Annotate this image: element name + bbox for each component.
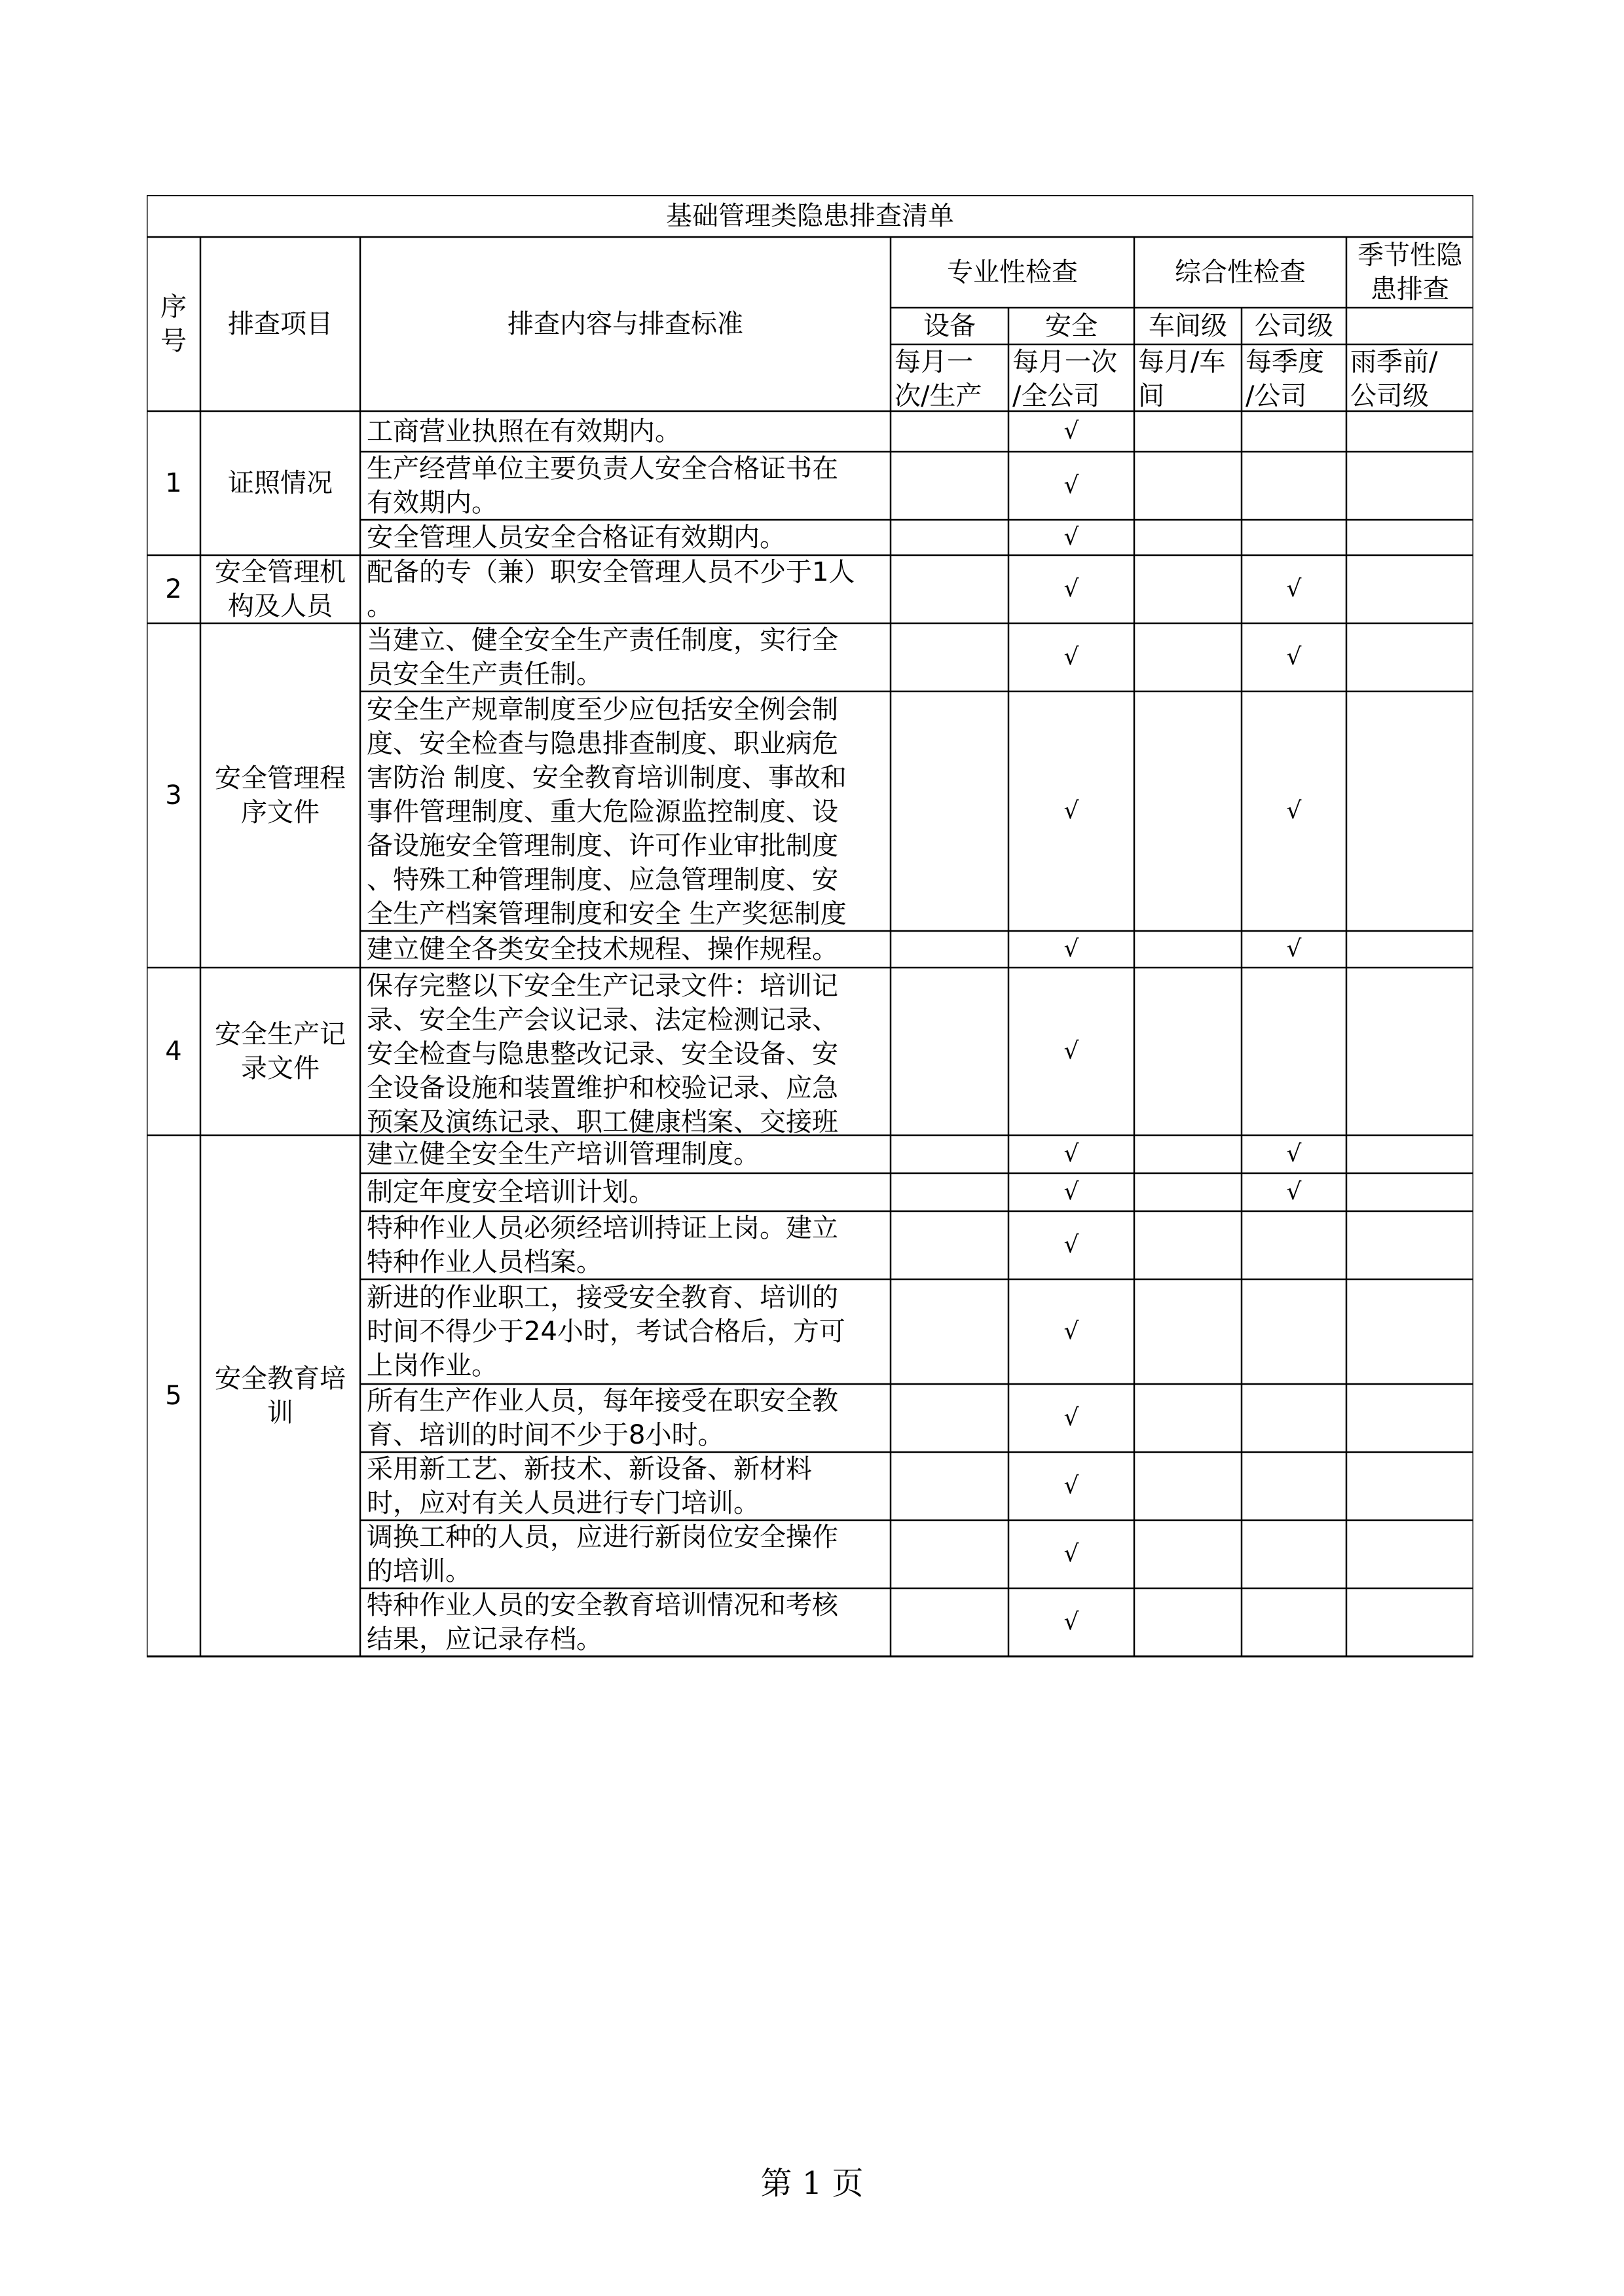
table-title (147, 199, 1473, 233)
header-freq-seasonal-line: 公司级 (1350, 381, 1429, 411)
check-mark (1008, 1137, 1134, 1171)
check-mark (1008, 1537, 1134, 1571)
check-mark (1008, 640, 1134, 674)
header-freq-company-line: 每季度 (1246, 347, 1324, 377)
check-mark-line: √ (1063, 472, 1079, 499)
check-mark-line: √ (1286, 644, 1302, 670)
check-mark-line: √ (1063, 1540, 1079, 1567)
header-sub-safety (1008, 309, 1134, 343)
check-mark (1242, 1137, 1346, 1171)
check-mark-line: √ (1063, 1231, 1079, 1258)
header-freq-workshop-line: 每月/车 (1138, 347, 1226, 377)
header-freq-seasonal (1350, 345, 1469, 413)
row-content (367, 555, 884, 623)
row-content-line: 有效期内。 (367, 488, 498, 518)
row-content-line: 采用新工艺、新技术、新设备、新材料 (367, 1454, 812, 1484)
header-seasonal-line: 季节性隐 (1357, 240, 1462, 270)
check-mark (1008, 520, 1134, 555)
row-content-line: 所有生产作业人员，每年接受在职安全教 (367, 1386, 838, 1416)
row-content-line: 制定年度安全培训计划。 (367, 1177, 655, 1207)
row-content (367, 1137, 884, 1171)
header-freq-workshop-line: 间 (1138, 381, 1164, 411)
row-content-line: 员安全生产责任制。 (367, 659, 602, 689)
header-freq-safety-line: /全公司 (1012, 381, 1100, 411)
row-content-line: 配备的专（兼）职安全管理人员不少于1人 (367, 557, 855, 587)
row-content-line: 全设备设施和装置维护和校验记录、应急 (367, 1073, 838, 1103)
row-content-line: 育、培训的时间不少于8小时。 (367, 1420, 724, 1450)
row-item (200, 466, 360, 500)
row-content-line: 全生产档案管理制度和安全 生产奖惩制度 (367, 899, 847, 929)
row-content-line: 上岗作业。 (367, 1351, 498, 1381)
check-mark-line: √ (1286, 1178, 1302, 1205)
row-seq-line: 3 (165, 780, 182, 811)
row-item-line: 录文件 (241, 1053, 320, 1084)
row-seq (147, 572, 200, 606)
row-item-line: 安全教育培 (215, 1364, 346, 1394)
check-mark-line: √ (1063, 418, 1079, 445)
check-mark-line: √ (1063, 1318, 1079, 1345)
header-sub-equipment-line: 设备 (923, 311, 976, 341)
row-content (367, 452, 884, 520)
check-mark-line: √ (1286, 1140, 1302, 1167)
header-freq-safety (1012, 345, 1130, 413)
row-content (367, 1281, 884, 1383)
row-content (367, 1588, 884, 1656)
row-content-line: 建立健全安全生产培训管理制度。 (367, 1139, 760, 1169)
check-mark-line: √ (1063, 1178, 1079, 1205)
row-content (367, 1452, 884, 1520)
row-item-line: 序文件 (241, 797, 320, 828)
row-item (200, 1362, 360, 1430)
row-content-line: 时，应对有关人员进行专门培训。 (367, 1488, 760, 1518)
header-freq-equipment-line: 次/生产 (895, 381, 982, 411)
row-content-line: 录、安全生产会议记录、法定检测记录、 (367, 1005, 838, 1035)
check-mark (1008, 1175, 1134, 1209)
row-content-line: 特种作业人员必须经培训持证上岗。建立 (367, 1213, 838, 1243)
row-content-line: 特种作业人员的安全教育培训情况和考核 (367, 1590, 838, 1620)
check-mark (1242, 932, 1346, 966)
row-content (367, 969, 884, 1139)
header-sub-equipment (891, 309, 1008, 343)
check-mark (1008, 572, 1134, 606)
header-seasonal (1346, 238, 1473, 306)
check-mark-line: √ (1063, 644, 1079, 670)
check-mark-line: √ (1063, 1038, 1079, 1065)
header-content (360, 307, 891, 341)
row-content-line: 的培训。 (367, 1556, 471, 1586)
row-seq (147, 1034, 200, 1068)
header-freq-safety-line: 每月一次 (1012, 347, 1117, 377)
row-item-line: 证照情况 (228, 468, 333, 498)
check-mark (1008, 794, 1134, 828)
check-mark-line: √ (1286, 797, 1302, 824)
check-mark-line: √ (1063, 1140, 1079, 1167)
check-mark (1008, 1228, 1134, 1262)
row-content (367, 1175, 884, 1209)
header-sub-workshop (1134, 309, 1242, 343)
header-freq-workshop (1138, 345, 1238, 413)
row-content-line: 工商营业执照在有效期内。 (367, 416, 681, 446)
checklist-table (147, 195, 1473, 1662)
check-mark-line: √ (1063, 575, 1079, 602)
header-sub-safety-line: 安全 (1045, 311, 1098, 341)
row-seq-line: 2 (165, 574, 182, 604)
row-seq-line: 4 (165, 1036, 182, 1066)
row-content (367, 414, 884, 448)
row-content-line: 保存完整以下安全生产记录文件：培训记 (367, 971, 838, 1001)
row-seq (147, 466, 200, 500)
header-professional-line: 专业性检查 (947, 257, 1078, 287)
header-professional (891, 255, 1134, 289)
row-content-line: 。 (367, 591, 393, 621)
row-item-line: 安全管理机 (215, 557, 346, 587)
check-mark (1008, 932, 1134, 966)
check-mark-line: √ (1063, 797, 1079, 824)
row-content (367, 1211, 884, 1279)
row-item (200, 1017, 360, 1085)
row-content-line: 、特殊工种管理制度、应急管理制度、安 (367, 865, 838, 895)
header-freq-seasonal-line: 雨季前/ (1350, 347, 1438, 377)
row-content (367, 932, 884, 966)
row-content-line: 安全管理人员安全合格证有效期内。 (367, 522, 786, 553)
header-item (200, 307, 360, 341)
row-content-line: 特种作业人员档案。 (367, 1247, 602, 1277)
check-mark (1008, 1605, 1134, 1639)
header-seq-line: 号 (160, 326, 187, 356)
row-content (367, 623, 884, 691)
row-content-line: 安全生产规章制度至少应包括安全例会制 (367, 695, 838, 725)
header-comprehensive-line: 综合性检查 (1175, 257, 1306, 287)
row-seq-line: 5 (165, 1381, 182, 1411)
row-content-line: 调换工种的人员，应进行新岗位安全操作 (367, 1522, 838, 1552)
check-mark (1008, 414, 1134, 448)
check-mark-line: √ (1063, 1404, 1079, 1431)
header-freq-company (1246, 345, 1342, 413)
header-seq (147, 290, 200, 358)
page-number: 第 1 页 (760, 2165, 864, 2202)
check-mark (1242, 640, 1346, 674)
check-mark (1242, 1175, 1346, 1209)
check-mark-line: √ (1286, 936, 1302, 962)
check-mark-line: √ (1063, 524, 1079, 551)
row-item (200, 761, 360, 829)
row-content-line: 害防治 制度、安全教育培训制度、事故和 (367, 763, 847, 793)
header-comprehensive (1134, 255, 1346, 289)
row-seq (147, 1379, 200, 1413)
row-content (367, 693, 884, 931)
row-content-line: 结果，应记录存档。 (367, 1624, 602, 1654)
row-seq (147, 778, 200, 812)
header-freq-equipment (895, 345, 1005, 413)
row-content-line: 新进的作业职工，接受安全教育、培训的 (367, 1283, 838, 1313)
header-seasonal-line: 患排查 (1371, 274, 1449, 304)
check-mark-line: √ (1286, 575, 1302, 602)
row-content (367, 520, 884, 555)
row-content-line: 备设施安全管理制度、许可作业审批制度 (367, 831, 838, 861)
check-mark (1242, 794, 1346, 828)
row-item-line: 安全管理程 (215, 763, 346, 793)
header-sub-workshop-line: 车间级 (1149, 311, 1227, 341)
header-content-line: 排查内容与排查标准 (507, 309, 743, 339)
row-content-line: 事件管理制度、重大危险源监控制度、设 (367, 797, 838, 827)
header-freq-company-line: /公司 (1246, 381, 1307, 411)
row-content-line: 建立健全各类安全技术规程、操作规程。 (367, 934, 838, 964)
check-mark-line: √ (1063, 1472, 1079, 1499)
row-content-line: 生产经营单位主要负责人安全合格证书在 (367, 454, 838, 484)
check-mark (1008, 1315, 1134, 1349)
header-item-line: 排查项目 (228, 309, 333, 339)
check-mark (1008, 1469, 1134, 1503)
row-item-line: 安全生产记 (215, 1019, 346, 1049)
row-content (367, 1384, 884, 1452)
check-mark (1008, 469, 1134, 503)
header-seq-line: 序 (160, 292, 187, 322)
header-freq-equipment-line: 每月一 (895, 347, 973, 377)
row-item-line: 训 (267, 1398, 293, 1428)
header-sub-company (1242, 309, 1346, 343)
check-mark (1242, 572, 1346, 606)
check-mark-line: √ (1063, 936, 1079, 962)
header-sub-company-line: 公司级 (1255, 311, 1333, 341)
row-item-line: 构及人员 (228, 591, 333, 621)
row-item (200, 555, 360, 623)
row-content-line: 度、安全检查与隐患排查制度、职业病危 (367, 729, 838, 759)
row-content-line: 预案及演练记录、职工健康档案、交接班 (367, 1107, 838, 1137)
row-content-line: 当建立、健全安全生产责任制度，实行全 (367, 625, 838, 655)
row-content-line: 安全检查与隐患整改记录、安全设备、安 (367, 1039, 838, 1069)
check-mark (1008, 1401, 1134, 1435)
row-content-line: 时间不得少于24小时，考试合格后，方可 (367, 1317, 845, 1347)
row-content (367, 1520, 884, 1588)
row-seq-line: 1 (165, 468, 182, 498)
check-mark-line: √ (1063, 1609, 1079, 1635)
check-mark (1008, 1034, 1134, 1068)
table-title-line: 基础管理类隐患排查清单 (666, 201, 954, 231)
